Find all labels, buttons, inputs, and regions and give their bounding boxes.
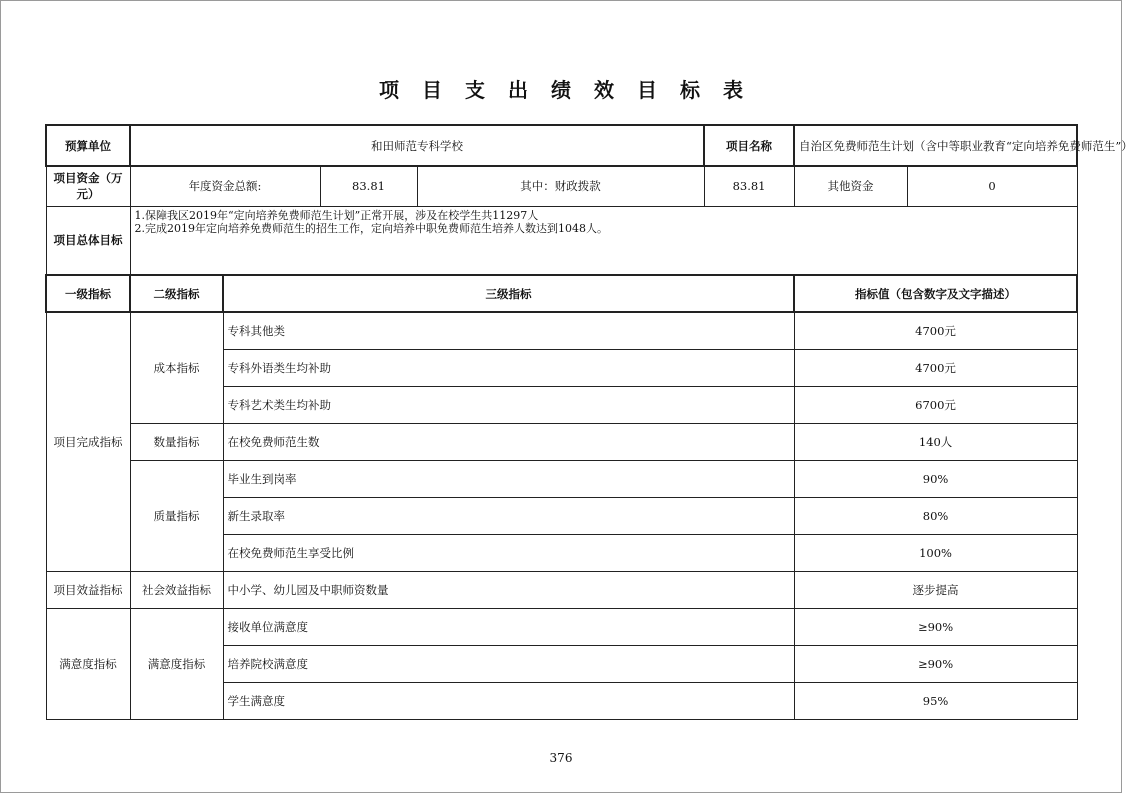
level1-benefit: 项目效益指标	[46, 571, 130, 608]
indicator-name: 专科艺术类生均补助	[223, 386, 794, 423]
goal-line: 1.保障我区2019年“定向培养免费师范生计划”正常开展，涉及在校学生共11297人	[134, 208, 539, 222]
other-funds-value: 0	[907, 166, 1077, 206]
indicator-value: 6700元	[794, 386, 1077, 423]
goal-line: 2.完成2019年定向培养免费师范生的招生工作，定向培养中职免费师范生培养人数达到1048人。	[134, 221, 608, 235]
col-header-value: 指标值（包含数字及文字描述）	[794, 275, 1077, 312]
level2-cost: 成本指标	[130, 312, 223, 423]
level2-quantity: 数量指标	[130, 423, 223, 460]
level2-quality: 质量指标	[130, 460, 223, 571]
indicator-name: 在校免费师范生数	[223, 423, 794, 460]
budget-unit-value: 和田师范专科学校	[130, 125, 704, 166]
indicator-name: 专科其他类	[223, 312, 794, 349]
overall-goal-text	[130, 206, 1077, 275]
level2-social-benefit: 社会效益指标	[130, 571, 223, 608]
page-number: 376	[549, 751, 573, 765]
project-name-label: 项目名称	[704, 125, 794, 166]
col-header-level2: 二级指标	[130, 275, 223, 312]
indicator-value: ≥90%	[794, 608, 1077, 645]
indicator-value: 4700元	[794, 349, 1077, 386]
annual-total-label: 年度资金总额:	[130, 166, 320, 206]
other-funds-label: 其他资金	[794, 166, 907, 206]
level1-satisfaction: 满意度指标	[46, 608, 130, 719]
indicator-name: 中小学、幼儿园及中职师资数量	[223, 571, 794, 608]
project-name-value: 自治区免费师范生计划（含中等职业教育“定向培养免费师范生”）	[794, 125, 1077, 166]
indicator-value: 80%	[794, 497, 1077, 534]
indicator-value: 100%	[794, 534, 1077, 571]
fiscal-funds-value: 83.81	[704, 166, 794, 206]
indicator-name: 新生录取率	[223, 497, 794, 534]
page-title: 项目支出绩效目标表	[379, 78, 766, 102]
indicator-name: 培养院校满意度	[223, 645, 794, 682]
budget-unit-label: 预算单位	[46, 125, 130, 166]
indicator-name: 接收单位满意度	[223, 608, 794, 645]
indicator-value: 140人	[794, 423, 1077, 460]
indicator-name: 专科外语类生均补助	[223, 349, 794, 386]
level1-completion: 项目完成指标	[46, 312, 130, 571]
overall-goal-label: 项目总体目标	[46, 206, 130, 275]
performance-target-table	[45, 124, 1133, 720]
col-header-level1: 一级指标	[46, 275, 130, 312]
annual-total-value: 83.81	[320, 166, 417, 206]
indicator-name: 毕业生到岗率	[223, 460, 794, 497]
indicator-value: 逐步提高	[794, 571, 1077, 608]
indicator-name: 在校免费师范生享受比例	[223, 534, 794, 571]
indicator-value: ≥90%	[794, 645, 1077, 682]
level2-satisfaction: 满意度指标	[130, 608, 223, 719]
indicator-value: 95%	[794, 682, 1077, 719]
col-header-level3: 三级指标	[223, 275, 794, 312]
indicator-value: 4700元	[794, 312, 1077, 349]
fiscal-funds-label: 其中：财政拨款	[417, 166, 704, 206]
indicator-name: 学生满意度	[223, 682, 794, 719]
indicator-value: 90%	[794, 460, 1077, 497]
project-funds-label: 项目资金（万元）	[46, 166, 130, 206]
